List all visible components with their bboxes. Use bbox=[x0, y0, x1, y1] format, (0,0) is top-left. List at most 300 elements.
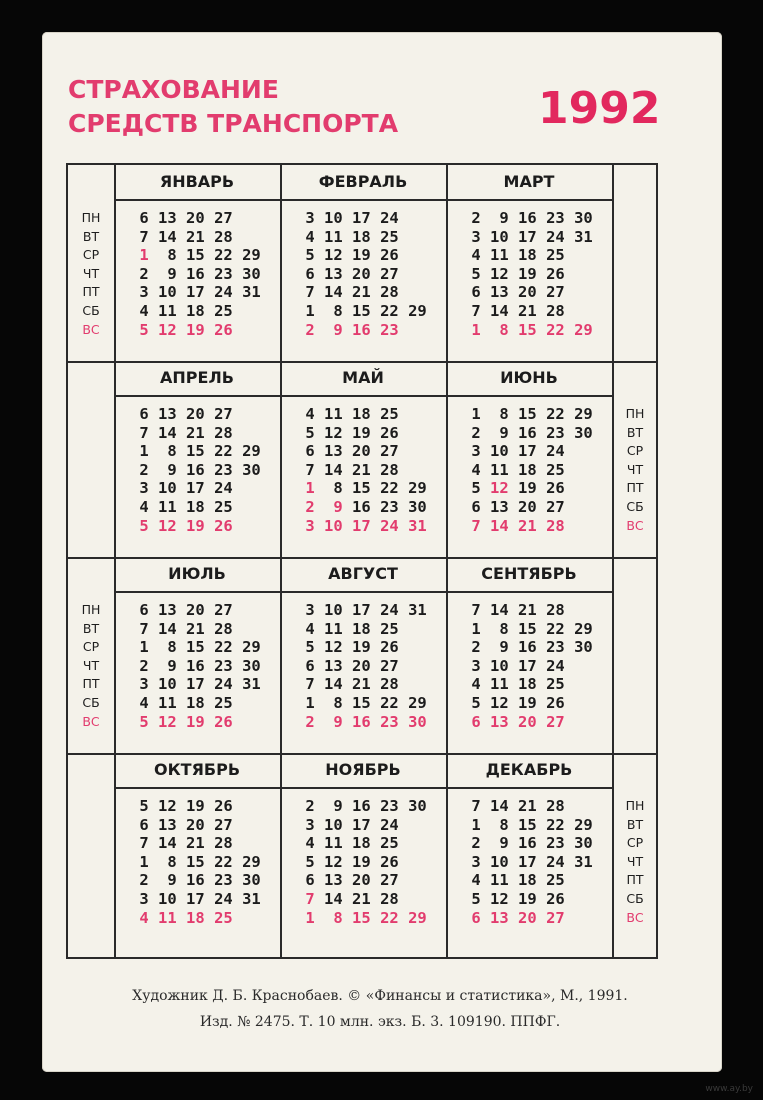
day-number: 5 bbox=[139, 712, 149, 731]
day-number: 22 bbox=[214, 638, 233, 657]
day-number: 5 bbox=[471, 693, 481, 712]
day-number: 14 bbox=[158, 227, 177, 246]
day-number: 26 bbox=[214, 320, 233, 339]
day-number: 8 bbox=[333, 908, 343, 927]
day-number: 26 bbox=[380, 638, 399, 657]
day-number: 28 bbox=[214, 423, 233, 442]
day-number: 7 bbox=[139, 619, 149, 638]
day-number: 31 bbox=[408, 516, 427, 535]
day-number: 1 bbox=[305, 908, 315, 927]
day-number: 27 bbox=[546, 283, 565, 302]
week-row bbox=[462, 228, 593, 247]
day-number: 22 bbox=[546, 320, 565, 339]
day-number: 11 bbox=[324, 834, 343, 853]
day-number: 23 bbox=[214, 871, 233, 890]
day-number: 24 bbox=[214, 889, 233, 908]
day-number: 29 bbox=[242, 442, 261, 461]
day-number: 29 bbox=[242, 638, 261, 657]
week-row bbox=[296, 228, 427, 247]
day-number: 7 bbox=[305, 283, 315, 302]
day-number: 31 bbox=[574, 227, 593, 246]
day-number: 17 bbox=[518, 852, 537, 871]
day-number: 2 bbox=[305, 320, 315, 339]
week-row bbox=[462, 816, 593, 835]
week-row bbox=[130, 601, 261, 620]
month-name: ЯНВАРЬ bbox=[159, 172, 235, 191]
week-row bbox=[296, 853, 427, 872]
week-row bbox=[130, 302, 261, 321]
day-number: 15 bbox=[186, 638, 205, 657]
day-number: 26 bbox=[380, 852, 399, 871]
day-number: 19 bbox=[518, 889, 537, 908]
week-row bbox=[130, 228, 261, 247]
day-number: 6 bbox=[471, 712, 481, 731]
weekday-label: ПТ bbox=[626, 480, 644, 496]
week-row bbox=[462, 797, 593, 816]
day-number: 22 bbox=[380, 301, 399, 320]
week-row bbox=[462, 283, 593, 302]
week-row bbox=[462, 675, 593, 694]
day-number: 27 bbox=[214, 405, 233, 423]
day-number: 20 bbox=[186, 815, 205, 834]
day-number: 1 bbox=[305, 301, 315, 320]
day-number: 16 bbox=[518, 209, 537, 227]
month-days bbox=[296, 601, 427, 731]
day-number: 29 bbox=[408, 908, 427, 927]
day-number: 24 bbox=[214, 675, 233, 694]
week-row bbox=[462, 209, 593, 228]
day-number: 7 bbox=[139, 227, 149, 246]
day-number: 14 bbox=[324, 889, 343, 908]
week-row bbox=[130, 461, 261, 480]
week-row bbox=[462, 246, 593, 265]
day-number: 18 bbox=[518, 460, 537, 479]
day-number: 26 bbox=[214, 797, 233, 815]
week-row bbox=[296, 424, 427, 443]
month-name: МАРТ bbox=[503, 172, 555, 191]
day-number: 11 bbox=[490, 246, 509, 265]
week-row bbox=[130, 620, 261, 639]
day-number: 16 bbox=[186, 460, 205, 479]
day-number: 13 bbox=[490, 283, 509, 302]
week-row bbox=[130, 479, 261, 498]
week-row bbox=[130, 853, 261, 872]
day-number: 9 bbox=[333, 320, 343, 339]
day-number: 21 bbox=[186, 834, 205, 853]
day-number: 10 bbox=[324, 601, 343, 619]
week-row bbox=[462, 694, 593, 713]
day-number: 12 bbox=[324, 423, 343, 442]
day-number: 1 bbox=[139, 442, 149, 461]
week-row bbox=[296, 694, 427, 713]
weekday-label: ВС bbox=[626, 517, 644, 533]
day-number: 3 bbox=[139, 283, 149, 302]
title-line-2: СРЕДСТВ ТРАНСПОРТА bbox=[68, 109, 399, 138]
day-number: 10 bbox=[324, 516, 343, 535]
week-row bbox=[130, 909, 261, 928]
day-number: 19 bbox=[518, 264, 537, 283]
day-number: 2 bbox=[305, 797, 315, 815]
day-number: 13 bbox=[324, 871, 343, 890]
day-number: 3 bbox=[471, 852, 481, 871]
day-number: 7 bbox=[471, 601, 481, 619]
weekday-label: ВС bbox=[82, 321, 100, 337]
week-row bbox=[462, 909, 593, 928]
day-number: 30 bbox=[242, 871, 261, 890]
weekday-label: ВС bbox=[626, 909, 644, 925]
week-row bbox=[130, 797, 261, 816]
calendar-grid bbox=[66, 163, 658, 959]
day-number: 18 bbox=[518, 675, 537, 694]
day-number: 12 bbox=[324, 852, 343, 871]
day-number: 4 bbox=[471, 460, 481, 479]
day-number: 28 bbox=[214, 834, 233, 853]
day-number: 25 bbox=[380, 834, 399, 853]
day-number: 3 bbox=[139, 479, 149, 498]
day-number: 14 bbox=[158, 834, 177, 853]
day-number: 26 bbox=[214, 516, 233, 535]
month-days bbox=[462, 797, 593, 927]
day-number: 26 bbox=[380, 246, 399, 265]
day-number: 16 bbox=[518, 834, 537, 853]
month-days bbox=[296, 405, 427, 535]
day-number: 8 bbox=[499, 405, 509, 423]
day-number: 13 bbox=[158, 601, 177, 619]
weekday-label: ВТ bbox=[626, 816, 644, 832]
day-number: 2 bbox=[471, 834, 481, 853]
day-number: 18 bbox=[518, 246, 537, 265]
day-number: 17 bbox=[352, 209, 371, 227]
day-number: 9 bbox=[499, 209, 509, 227]
day-number: 12 bbox=[490, 693, 509, 712]
day-number: 18 bbox=[518, 871, 537, 890]
day-number: 31 bbox=[242, 675, 261, 694]
day-number: 15 bbox=[518, 405, 537, 423]
week-row bbox=[462, 890, 593, 909]
weekday-label: СБ bbox=[626, 891, 644, 906]
watermark: www.ay.by bbox=[705, 1084, 753, 1094]
day-number: 13 bbox=[158, 405, 177, 423]
day-number: 13 bbox=[324, 656, 343, 675]
day-number: 29 bbox=[408, 479, 427, 498]
day-number: 24 bbox=[380, 516, 399, 535]
day-number: 8 bbox=[167, 852, 177, 871]
day-number: 12 bbox=[490, 479, 509, 498]
day-number: 9 bbox=[333, 497, 343, 516]
day-number: 23 bbox=[546, 834, 565, 853]
day-number: 17 bbox=[186, 889, 205, 908]
week-row bbox=[462, 479, 593, 498]
day-number: 24 bbox=[214, 479, 233, 498]
day-number: 20 bbox=[352, 442, 371, 461]
day-number: 29 bbox=[574, 320, 593, 339]
weekday-label: СБ bbox=[626, 499, 644, 514]
day-number: 1 bbox=[471, 815, 481, 834]
month-days bbox=[130, 601, 261, 731]
month-days bbox=[130, 209, 261, 339]
day-number: 30 bbox=[242, 460, 261, 479]
day-number: 13 bbox=[490, 712, 509, 731]
day-number: 20 bbox=[186, 209, 205, 227]
week-row bbox=[130, 321, 261, 340]
day-number: 13 bbox=[324, 442, 343, 461]
day-number: 19 bbox=[518, 693, 537, 712]
day-number: 4 bbox=[139, 301, 149, 320]
weekday-label: СБ bbox=[82, 695, 100, 710]
day-number: 5 bbox=[471, 889, 481, 908]
day-number: 6 bbox=[139, 601, 149, 619]
day-number: 8 bbox=[167, 638, 177, 657]
day-number: 23 bbox=[380, 797, 399, 815]
week-row bbox=[296, 442, 427, 461]
day-number: 19 bbox=[186, 516, 205, 535]
day-number: 14 bbox=[490, 797, 509, 815]
day-number: 20 bbox=[352, 871, 371, 890]
day-number: 13 bbox=[158, 209, 177, 227]
week-row bbox=[296, 638, 427, 657]
day-number: 17 bbox=[186, 479, 205, 498]
day-number: 29 bbox=[242, 852, 261, 871]
day-number: 30 bbox=[574, 638, 593, 657]
day-number: 7 bbox=[139, 834, 149, 853]
day-number: 3 bbox=[471, 227, 481, 246]
day-number: 6 bbox=[139, 405, 149, 423]
day-number: 22 bbox=[546, 619, 565, 638]
day-number: 6 bbox=[305, 264, 315, 283]
weekday-label: ПТ bbox=[626, 872, 644, 888]
day-number: 3 bbox=[305, 601, 315, 619]
day-number: 24 bbox=[546, 852, 565, 871]
month-name: ИЮЛЬ bbox=[168, 564, 226, 583]
day-number: 5 bbox=[305, 423, 315, 442]
week-row bbox=[296, 517, 427, 536]
day-number: 1 bbox=[471, 405, 481, 423]
weekday-label: ВТ bbox=[626, 424, 644, 440]
week-row bbox=[462, 657, 593, 676]
day-number: 5 bbox=[305, 246, 315, 265]
day-number: 27 bbox=[546, 908, 565, 927]
day-number: 4 bbox=[139, 908, 149, 927]
day-number: 15 bbox=[186, 852, 205, 871]
day-number: 10 bbox=[158, 479, 177, 498]
day-number: 5 bbox=[139, 797, 149, 815]
day-number: 21 bbox=[186, 227, 205, 246]
week-row bbox=[296, 302, 427, 321]
day-number: 8 bbox=[167, 442, 177, 461]
day-number: 6 bbox=[139, 815, 149, 834]
day-number: 29 bbox=[574, 405, 593, 423]
grid-vertical-line bbox=[446, 165, 448, 957]
day-number: 17 bbox=[518, 442, 537, 461]
day-number: 22 bbox=[214, 852, 233, 871]
day-number: 23 bbox=[546, 209, 565, 227]
day-number: 18 bbox=[352, 834, 371, 853]
day-number: 3 bbox=[471, 656, 481, 675]
day-number: 28 bbox=[380, 460, 399, 479]
day-number: 5 bbox=[139, 320, 149, 339]
day-number: 4 bbox=[305, 834, 315, 853]
day-number: 30 bbox=[242, 656, 261, 675]
month-days bbox=[130, 797, 261, 927]
day-number: 9 bbox=[167, 264, 177, 283]
day-number: 6 bbox=[471, 908, 481, 927]
day-number: 16 bbox=[186, 264, 205, 283]
day-number: 3 bbox=[305, 516, 315, 535]
day-number: 19 bbox=[518, 479, 537, 498]
month-name: ДЕКАБРЬ bbox=[485, 760, 573, 779]
day-number: 25 bbox=[546, 871, 565, 890]
day-number: 17 bbox=[186, 283, 205, 302]
day-number: 7 bbox=[471, 516, 481, 535]
day-number: 7 bbox=[305, 675, 315, 694]
day-number: 11 bbox=[324, 619, 343, 638]
day-number: 17 bbox=[352, 516, 371, 535]
day-number: 5 bbox=[471, 479, 481, 498]
day-number: 20 bbox=[186, 405, 205, 423]
grid-horizontal-line bbox=[68, 557, 656, 559]
day-number: 2 bbox=[471, 423, 481, 442]
week-row bbox=[130, 442, 261, 461]
day-number: 12 bbox=[158, 797, 177, 815]
week-row bbox=[296, 265, 427, 284]
day-number: 27 bbox=[380, 264, 399, 283]
day-number: 29 bbox=[408, 301, 427, 320]
day-number: 13 bbox=[158, 815, 177, 834]
day-number: 2 bbox=[139, 656, 149, 675]
weekday-label: ЧТ bbox=[82, 657, 100, 673]
week-row bbox=[296, 657, 427, 676]
day-number: 6 bbox=[305, 442, 315, 461]
weekday-label: ЧТ bbox=[626, 853, 644, 869]
day-number: 25 bbox=[214, 908, 233, 927]
day-number: 6 bbox=[305, 656, 315, 675]
day-number: 25 bbox=[546, 460, 565, 479]
week-row bbox=[296, 890, 427, 909]
day-number: 23 bbox=[546, 423, 565, 442]
week-row bbox=[130, 657, 261, 676]
day-number: 2 bbox=[471, 638, 481, 657]
day-number: 26 bbox=[380, 423, 399, 442]
day-number: 16 bbox=[186, 656, 205, 675]
day-number: 9 bbox=[499, 834, 509, 853]
day-number: 15 bbox=[352, 479, 371, 498]
weekday-label: ПН bbox=[625, 406, 645, 421]
day-number: 17 bbox=[518, 227, 537, 246]
day-number: 4 bbox=[471, 871, 481, 890]
month-name: ФЕВРАЛЬ bbox=[318, 172, 408, 191]
day-number: 25 bbox=[380, 619, 399, 638]
day-number: 7 bbox=[305, 460, 315, 479]
weekday-label: ВС bbox=[82, 713, 100, 729]
day-number: 9 bbox=[333, 797, 343, 815]
day-number: 24 bbox=[546, 227, 565, 246]
day-number: 9 bbox=[499, 638, 509, 657]
month-name: АПРЕЛЬ bbox=[160, 368, 234, 387]
week-row bbox=[296, 246, 427, 265]
day-number: 15 bbox=[352, 301, 371, 320]
day-number: 10 bbox=[324, 815, 343, 834]
day-number: 1 bbox=[305, 693, 315, 712]
week-row bbox=[462, 620, 593, 639]
weekday-label: ЧТ bbox=[626, 461, 644, 477]
week-row bbox=[296, 479, 427, 498]
week-row bbox=[462, 834, 593, 853]
month-name: АВГУСТ bbox=[328, 564, 398, 583]
day-number: 21 bbox=[352, 675, 371, 694]
day-number: 16 bbox=[352, 497, 371, 516]
day-number: 18 bbox=[186, 497, 205, 516]
day-number: 5 bbox=[305, 852, 315, 871]
week-row bbox=[296, 834, 427, 853]
day-number: 15 bbox=[518, 619, 537, 638]
month-days bbox=[296, 209, 427, 339]
day-number: 4 bbox=[305, 405, 315, 423]
week-row bbox=[462, 405, 593, 424]
day-number: 1 bbox=[305, 479, 315, 498]
weekday-label: ПН bbox=[625, 798, 645, 813]
day-number: 13 bbox=[490, 497, 509, 516]
day-number: 16 bbox=[352, 712, 371, 731]
day-number: 22 bbox=[214, 442, 233, 461]
weekday-label: ПН bbox=[81, 602, 101, 617]
day-number: 4 bbox=[305, 227, 315, 246]
weekday-label: ВТ bbox=[82, 620, 100, 636]
day-number: 11 bbox=[158, 908, 177, 927]
day-number: 26 bbox=[546, 889, 565, 908]
day-number: 16 bbox=[518, 423, 537, 442]
day-number: 3 bbox=[305, 209, 315, 227]
day-number: 8 bbox=[499, 815, 509, 834]
day-number: 24 bbox=[546, 656, 565, 675]
week-row bbox=[130, 265, 261, 284]
day-number: 17 bbox=[518, 656, 537, 675]
day-number: 7 bbox=[305, 889, 315, 908]
week-row bbox=[130, 871, 261, 890]
day-number: 18 bbox=[186, 908, 205, 927]
day-number: 18 bbox=[352, 619, 371, 638]
day-number: 28 bbox=[380, 675, 399, 694]
day-number: 20 bbox=[518, 908, 537, 927]
day-number: 15 bbox=[186, 442, 205, 461]
day-number: 19 bbox=[352, 423, 371, 442]
day-number: 31 bbox=[574, 852, 593, 871]
day-number: 27 bbox=[214, 815, 233, 834]
day-number: 7 bbox=[139, 423, 149, 442]
weekday-label: СР bbox=[82, 247, 100, 263]
day-number: 18 bbox=[352, 405, 371, 423]
day-number: 10 bbox=[158, 889, 177, 908]
week-row bbox=[462, 461, 593, 480]
day-number: 15 bbox=[352, 693, 371, 712]
day-number: 26 bbox=[214, 712, 233, 731]
title-line-1: СТРАХОВАНИЕ bbox=[68, 75, 279, 104]
day-number: 2 bbox=[305, 712, 315, 731]
day-number: 25 bbox=[214, 301, 233, 320]
day-number: 29 bbox=[574, 815, 593, 834]
week-row bbox=[462, 517, 593, 536]
month-days bbox=[462, 405, 593, 535]
week-row bbox=[462, 265, 593, 284]
day-number: 22 bbox=[546, 405, 565, 423]
day-number: 11 bbox=[158, 693, 177, 712]
week-row bbox=[296, 498, 427, 517]
day-number: 5 bbox=[305, 638, 315, 657]
day-number: 9 bbox=[167, 656, 177, 675]
day-number: 15 bbox=[518, 815, 537, 834]
day-number: 11 bbox=[490, 871, 509, 890]
week-row bbox=[296, 871, 427, 890]
day-number: 30 bbox=[408, 797, 427, 815]
